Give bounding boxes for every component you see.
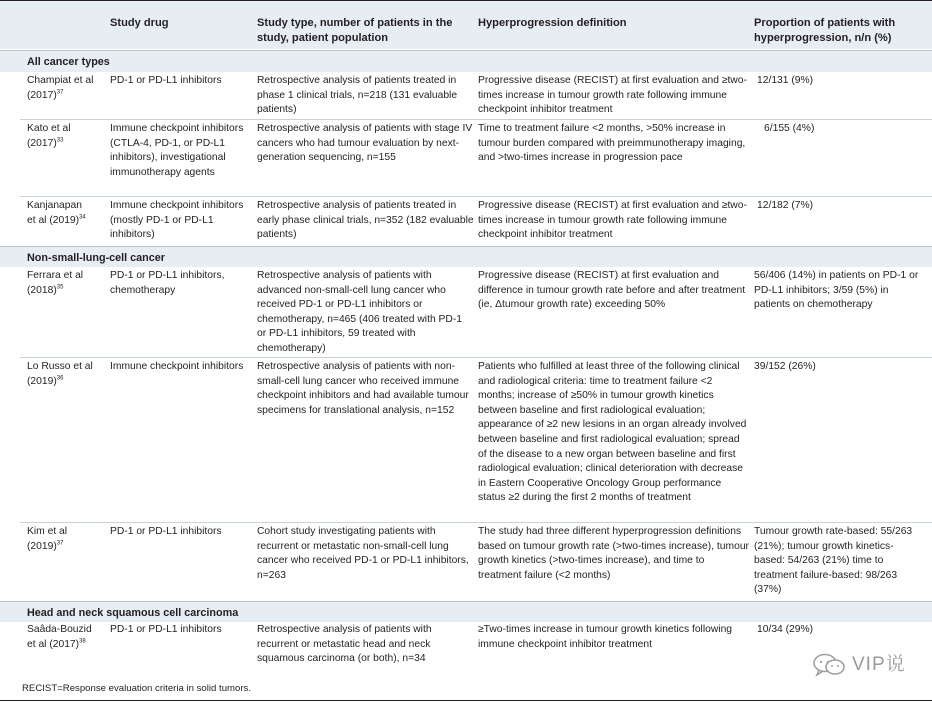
study-cell: Kim et al $(2019)^{37}$	[27, 526, 68, 552]
study-cell: Lo Russo et al $(2019)^{36}$	[27, 361, 93, 387]
drug-cell: Immune checkpoint inhibitors (CTLA-4, PD-1, or PD-L1 inhibitors), investigational immunotherapy agents	[110, 123, 244, 178]
definition-cell: Progressive disease (RECIST) at first evaluation and difference in tumour growth rate before and after treatment (ie, Δtumour growth rate) exceeding 50%	[478, 270, 746, 311]
study-cell: Saâda-Bouzid et al $(2017)^{38}$	[27, 624, 92, 650]
study-type-cell: Retrospective analysis of patients with recurrent or metastatic head and neck squamous carcinoma (or both), n=34	[257, 624, 432, 665]
reference-number: 37	[56, 540, 64, 547]
table-row	[0, 358, 932, 522]
section-nsclc	[0, 246, 932, 267]
table-row	[0, 267, 932, 356]
study-cell: Ferrara et al $(2018)^{35}$	[27, 270, 84, 296]
proportion-cell: 56/406 (14%) in patients on PD-1 or PD-L1 inhibitors; 3/59 (5%) in patients on chemotherapy	[754, 270, 919, 311]
study-cell: Kato et al $(2017)^{33}$	[27, 123, 71, 149]
study-type-cell: Retrospective analysis of patients with advanced non-small-cell lung cancer who received PD-1 or PD-L1 inhibitors or chemotherapy, n=465 (406 treated with PD-1 or PD-L1 inhibitors, 59 treated with chemotherapy)	[257, 270, 463, 354]
study-cell: Kanjanapan et al $(2019)^{34}$	[27, 200, 86, 226]
study-cell: Champiat et al $(2017)^{37}$	[27, 75, 94, 101]
proportion-cell: 12/182 (7%)	[757, 200, 814, 211]
drug-cell: PD-1 or PD-L1 inhibitors, chemotherapy	[110, 270, 225, 296]
section-head-and-neck	[0, 601, 932, 622]
section-all-cancer-types	[0, 50, 932, 72]
reference-number: 37	[56, 89, 64, 96]
table-header	[0, 1, 932, 49]
reference-number: 36	[56, 375, 64, 382]
drug-cell: Immune checkpoint inhibitors (mostly PD-1 or PD-L1 inhibitors)	[110, 200, 244, 241]
study-type-cell: Retrospective analysis of patients treated in early phase clinical trials, n=352 (182 evaluable patients)	[257, 200, 474, 241]
drug-cell: PD-1 or PD-L1 inhibitors	[110, 75, 222, 86]
definition-cell: Patients who fulfilled at least three of the following clinical and radiological criteria: time to treatment failure <2 months; increase of ≥50% in tumour growth kinetics between baseline and first radiological evaluation; appearance of ≥2 new lesions in an organ already involved between baseline and first radiological evaluation; spread of the disease to a new organ between baseline and first radiological evaluation; clinical deterioration with decrease in Eastern Cooperative Oncology Group performance status ≥2 during the first 2 months of treatment	[478, 361, 747, 504]
study-type-cell: Cohort study investigating patients with recurrent or metastatic non-small-cell lung cancer who received PD-1 or PD-L1 inhibitors, n=263	[257, 526, 469, 581]
drug-cell: PD-1 or PD-L1 inhibitors	[110, 624, 222, 635]
drug-cell: PD-1 or PD-L1 inhibitors	[110, 526, 222, 537]
definition-cell: Progressive disease (RECIST) at first evaluation and ≥two-times increase in tumour growth rate following immune checkpoint inhibitor treatment	[478, 75, 747, 116]
reference-number: 35	[56, 284, 64, 291]
proportion-cell: 10/34 (29%)	[757, 624, 814, 635]
study-type-cell: Retrospective analysis of patients with non-small-cell lung cancer who received immune checkpoint inhibitors and had available tumour specimens for translational analysis, n=152	[257, 361, 469, 416]
study-type-cell: Retrospective analysis of patients treated in phase 1 clinical trials, n=218 (131 evaluable patients)	[257, 75, 458, 116]
reference-number: 34	[79, 214, 86, 221]
definition-cell: Progressive disease (RECIST) at first evaluation and ≥two-times increase in tumour growth rate following immune checkpoint inhibitor treatment	[478, 200, 747, 241]
definition-cell: ≥Two-times increase in tumour growth kinetics following immune checkpoint inhibitor treatment	[478, 624, 733, 650]
header-study-type: Study type, number of patients in the study, patient population	[257, 17, 453, 44]
table-row	[0, 197, 932, 245]
definition-cell: The study had three different hyperprogression definitions based on tumour growth rate (>two-times increase), tumour growth kinetics (>two-times increase), and time to treatment failure (<2 months)	[478, 526, 749, 581]
reference-number: 33	[56, 137, 64, 144]
table-row	[0, 523, 932, 600]
header-hyperprogression-definition: Hyperprogression definition	[478, 17, 627, 29]
reference-number: 38	[79, 638, 86, 645]
proportion-cell: 6/155 (4%)	[764, 123, 815, 134]
header-proportion: Proportion of patients with hyperprogression, n/n (%)	[754, 17, 896, 44]
definition-cell: Time to treatment failure <2 months, >50% increase in tumour burden compared with preimmunotherapy imaging, and >two-times increase in progression pace	[478, 123, 746, 164]
proportion-cell: 39/152 (26%)	[754, 361, 816, 372]
section-title: Non-small-lung-cell cancer	[27, 252, 165, 264]
drug-cell: Immune checkpoint inhibitors	[110, 361, 244, 372]
study-type-cell: Retrospective analysis of patients with stage IV cancers who had tumour evaluation by next-generation sequencing, n=155	[257, 123, 473, 164]
section-title: Head and neck squamous cell carcinoma	[27, 607, 239, 619]
header-study-drug: Study drug	[110, 17, 169, 29]
proportion-cell: 12/131 (9%)	[757, 75, 814, 86]
watermark-text: VIP说	[852, 654, 906, 675]
table-row	[0, 622, 932, 672]
table-row	[0, 120, 932, 196]
table-footnote: RECIST=Response evaluation criteria in solid tumors.	[22, 683, 252, 694]
watermark	[812, 651, 912, 681]
proportion-cell: Tumour growth rate-based: 55/263 (21%); tumour growth kinetics-based: 54/263 (21%) time to treatment failure-based: 98/263 (37%)	[754, 526, 913, 596]
table-bottom-rule	[0, 700, 932, 701]
wechat-icon	[812, 653, 846, 677]
table-row	[0, 72, 932, 120]
section-title: All cancer types	[27, 56, 110, 68]
